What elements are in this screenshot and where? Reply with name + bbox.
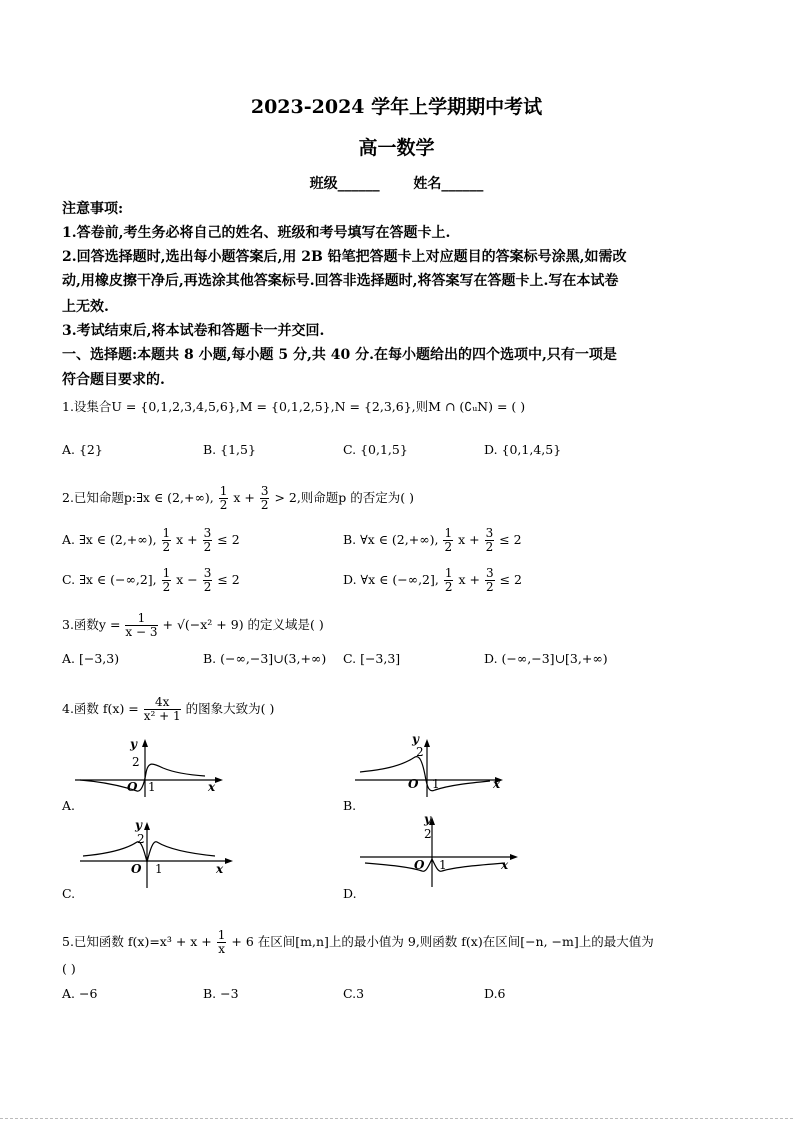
- q4-option-d-label[interactable]: D.: [343, 886, 357, 901]
- note-3: 3.考试结束后,将本试卷和答题卡一并交回.: [62, 323, 325, 339]
- q2-b-frac-half: [443, 527, 453, 554]
- frac-den: 2: [203, 580, 212, 594]
- frac-num: 1: [162, 566, 171, 580]
- y-axis-arrow-icon: [424, 739, 430, 747]
- q1-option-d[interactable]: D. {0,1,4,5}: [484, 442, 562, 457]
- curve: [365, 859, 505, 871]
- y-axis-arrow-icon: [142, 739, 148, 747]
- graph-a-y-label: y: [130, 737, 137, 751]
- graph-b-x-label: x: [493, 777, 501, 791]
- q2-a-part-1: A. ∃x ∈ (2,+∞),: [62, 532, 157, 547]
- q2-d-frac-half: [444, 567, 454, 594]
- q2-d-part-2: x +: [458, 572, 480, 587]
- frac-num: 1: [444, 526, 453, 540]
- frac-num: 1: [444, 566, 453, 580]
- frac-num: 1: [125, 612, 157, 626]
- q2-b-part-1: B. ∀x ∈ (2,+∞),: [343, 532, 439, 547]
- graph-c-y-label: y: [135, 818, 142, 832]
- frac-num: 3: [260, 484, 269, 498]
- graph-a-x-label: x: [208, 780, 216, 794]
- q1-stem: 1.设集合U = {0,1,2,3,4,5,6},M = {0,1,2,5},N = {2,3,6},则M ∩ (∁ᵤN) = ( ): [62, 399, 526, 414]
- graph-d-y-label: y: [424, 812, 431, 826]
- q3-option-d[interactable]: D. (−∞,−3]∪[3,+∞): [484, 651, 608, 666]
- q4-stem: [62, 696, 274, 723]
- q3-option-c[interactable]: C. [−3,3]: [343, 651, 401, 666]
- section-1-line-2: 符合题目要求的.: [62, 372, 165, 388]
- q4-option-a-label[interactable]: A.: [62, 798, 76, 813]
- q2-c-frac-half: [162, 567, 172, 594]
- graph-d-origin: O: [414, 858, 425, 872]
- q2-option-b[interactable]: [343, 527, 522, 554]
- q2-a-frac-half: [162, 527, 172, 554]
- graph-c-x-label: x: [216, 862, 224, 876]
- q4-stem-frac: [144, 696, 181, 723]
- q2-d-part-1: D. ∀x ∈ (−∞,2],: [343, 572, 439, 587]
- q2-stem: [62, 485, 414, 512]
- frac-den: 2: [444, 540, 453, 554]
- curve: [360, 757, 490, 791]
- graph-d[interactable]: [360, 815, 525, 890]
- section-1-line-1: 一、选择题:本题共 8 小题,每小题 5 分,共 40 分.在每小题给出的四个选项中,只有一项是: [62, 347, 617, 363]
- q2-d-part-3: ≤ 2: [499, 572, 522, 587]
- q2-c-part-1: C. ∃x ∈ (−∞,2],: [62, 572, 157, 587]
- frac-num: 3: [203, 526, 212, 540]
- frac-den: 2: [485, 580, 494, 594]
- frac-den: x − 3: [125, 625, 158, 639]
- frac-den: 2: [219, 498, 228, 512]
- curve: [80, 764, 205, 791]
- q2-stem-frac-three-halves: [260, 485, 270, 512]
- q5-stem-part-1: 5.已知函数 f(x)=x³ + x +: [62, 934, 212, 949]
- curve: [83, 842, 215, 862]
- q5-stem-part-2: + 6 在区间[m,n]上的最小值为 9,则函数 f(x)在区间[−n, −m]上的最大值为: [231, 934, 654, 949]
- q1-option-b[interactable]: B. {1,5}: [203, 442, 256, 457]
- exam-subject: 高一数学: [358, 137, 435, 159]
- frac-den: 2: [485, 540, 494, 554]
- frac-num: 1: [217, 928, 226, 942]
- q4-option-b-label[interactable]: B.: [343, 798, 357, 813]
- page-bottom-divider: [0, 1118, 793, 1119]
- class-field-label: 班级______: [309, 176, 380, 192]
- frac-den: 2: [162, 540, 171, 554]
- q5-option-c[interactable]: C.3: [343, 986, 365, 1001]
- q2-option-c[interactable]: [62, 567, 240, 594]
- frac-den: 2: [162, 580, 171, 594]
- y-axis-arrow-icon: [144, 822, 150, 830]
- graph-b-tick-two: 2: [416, 745, 424, 759]
- name-field-label: 姓名______: [413, 176, 484, 192]
- q5-stem: [62, 929, 654, 956]
- graph-c[interactable]: [75, 820, 240, 890]
- q4-stem-part-2: 的图象大致为( ): [185, 701, 275, 716]
- graph-b-tick-one: 1: [432, 777, 440, 791]
- frac-num: 3: [203, 566, 212, 580]
- q3-stem-part-1: 3.函数y =: [62, 617, 121, 632]
- graph-d-x-label: x: [501, 858, 509, 872]
- q3-option-b[interactable]: B. (−∞,−3]∪(3,+∞): [203, 651, 327, 666]
- note-2-line-2: 动,用橡皮擦干净后,再选涂其他答案标号.回答非选择题时,将答案写在答题卡上.写在本试卷: [62, 273, 619, 289]
- q2-option-d[interactable]: [343, 567, 522, 594]
- q1-option-c[interactable]: C. {0,1,5}: [343, 442, 408, 457]
- graph-a-origin: O: [127, 780, 138, 794]
- frac-num: 4x: [144, 696, 181, 710]
- student-info: [0, 173, 793, 193]
- graph-c-origin: O: [131, 862, 142, 876]
- q2-a-frac-three-halves: [203, 527, 213, 554]
- frac-den: x: [218, 942, 225, 956]
- frac-den: 2: [444, 580, 453, 594]
- graph-d-tick-one: 1: [439, 858, 447, 872]
- graph-b-y-label: y: [412, 732, 419, 746]
- x-axis-arrow-icon: [510, 854, 518, 860]
- graph-c-tick-one: 1: [155, 862, 163, 876]
- graph-d-tick-two: 2: [424, 827, 432, 841]
- q3-option-a[interactable]: A. [−3,3): [62, 651, 120, 666]
- x-axis-arrow-icon: [225, 858, 233, 864]
- q2-a-part-2: x +: [176, 532, 198, 547]
- q1-option-a[interactable]: A. {2}: [62, 442, 103, 457]
- q2-b-frac-three-halves: [485, 527, 495, 554]
- graph-b-origin: O: [408, 777, 419, 791]
- note-1: 1.答卷前,考生务必将自己的姓名、班级和考号填写在答题卡上.: [62, 225, 451, 241]
- frac-num: 3: [485, 526, 494, 540]
- note-2-line-1: 2.回答选择题时,选出每小题答案后,用 2B 铅笔把答题卡上对应题目的答案标号涂黑,如需改: [62, 249, 627, 265]
- frac-den: 2: [203, 540, 212, 554]
- note-2-line-3: 上无效.: [62, 299, 109, 315]
- q2-stem-part-2: x +: [233, 490, 255, 505]
- q2-d-frac-three-halves: [485, 567, 495, 594]
- q2-stem-part-1: 2.已知命题p:∃x ∈ (2,+∞),: [62, 490, 214, 505]
- graph-a-tick-two: 2: [132, 755, 140, 769]
- q2-c-part-2: x −: [176, 572, 198, 587]
- graph-a-tick-one: 1: [148, 780, 156, 794]
- q2-b-part-3: ≤ 2: [499, 532, 522, 547]
- frac-num: 3: [485, 566, 494, 580]
- q2-c-frac-three-halves: [203, 567, 213, 594]
- q4-stem-part-1: 4.函数 f(x) =: [62, 701, 139, 716]
- q3-stem-frac: [125, 612, 157, 639]
- frac-num: 1: [162, 526, 171, 540]
- q2-stem-part-3: > 2,则命题p 的否定为( ): [274, 490, 415, 505]
- q2-stem-frac-half: [219, 485, 229, 512]
- q5-stem-frac: [217, 929, 227, 956]
- graph-c-tick-two: 2: [137, 832, 145, 846]
- q3-stem: [62, 612, 324, 639]
- q2-b-part-2: x +: [458, 532, 480, 547]
- q5-option-b[interactable]: B. −3: [203, 986, 239, 1001]
- x-axis-arrow-icon: [215, 777, 223, 783]
- q5-option-d[interactable]: D.6: [484, 986, 506, 1001]
- q2-c-part-3: ≤ 2: [217, 572, 240, 587]
- frac-num: 1: [219, 484, 228, 498]
- frac-den: 2: [260, 498, 269, 512]
- q3-stem-part-2: + √(−x² + 9) 的定义域是( ): [162, 617, 324, 632]
- frac-den: x² + 1: [143, 709, 181, 723]
- q5-stem-paren: ( ): [62, 961, 76, 976]
- exam-title: 2023-2024 学年上学期期中考试: [250, 96, 543, 118]
- q2-option-a[interactable]: [62, 527, 240, 554]
- notes-heading: 注意事项:: [62, 201, 124, 217]
- q4-option-c-label[interactable]: C.: [62, 886, 76, 901]
- q2-a-part-3: ≤ 2: [217, 532, 240, 547]
- q5-option-a[interactable]: A. −6: [62, 986, 98, 1001]
